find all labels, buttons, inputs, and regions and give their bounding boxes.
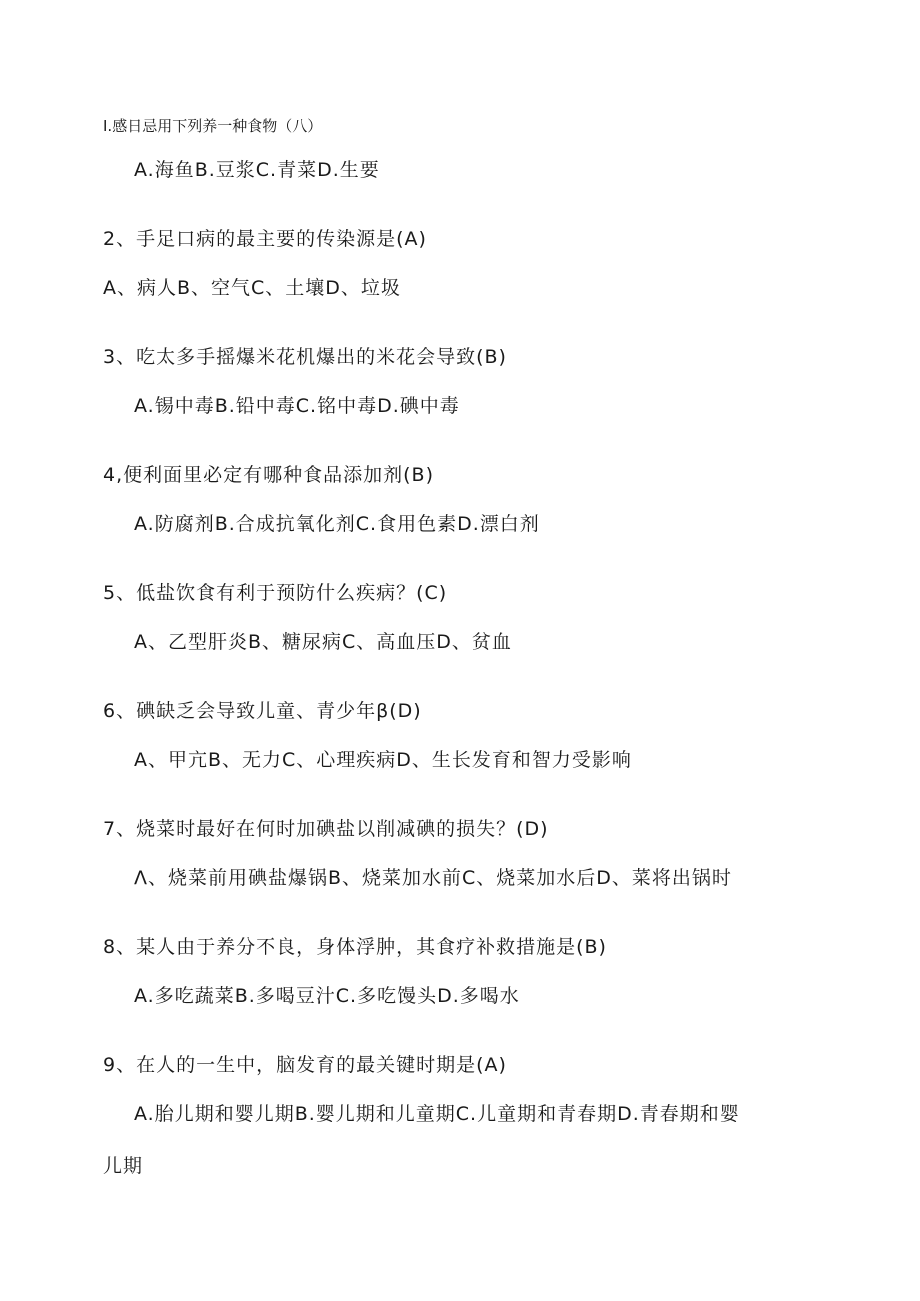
question-9-options-continued: 儿期	[103, 1155, 144, 1177]
question-6-options: A、甲亢B、无力C、心理疾病D、生长发育和智力受影响	[134, 749, 632, 771]
question-7-stem: 7、烧菜时最好在何时加碘盐以削减碘的损失？(D)	[103, 818, 549, 840]
question-8-stem: 8、某人由于养分不良，身体浮肿，其食疗补救措施是(B)	[103, 936, 607, 958]
question-1-stem: I.感日忌用下列养一种食物（八）	[103, 117, 323, 135]
question-6-stem: 6、碘缺乏会导致儿童、青少年β(D)	[103, 700, 422, 722]
question-3-stem: 3、吃太多手摇爆米花机爆出的米花会导致(B)	[103, 346, 507, 368]
question-2-options: A、病人B、空气C、土壤D、垃圾	[103, 277, 401, 299]
question-2-stem: 2、手足口病的最主要的传染源是(A)	[103, 228, 427, 250]
question-5-options: A、乙型肝炎B、糖尿病C、高血压D、贫血	[134, 631, 512, 653]
question-9-stem: 9、在人的一生中，脑发育的最关键时期是(A)	[103, 1054, 507, 1076]
question-1-options: A.海鱼B.豆浆C.青菜D.生要	[134, 159, 380, 181]
question-4-stem: 4,便利面里必定有哪种食品添加剂(B)	[103, 464, 434, 486]
question-8-options: A.多吃蔬菜B.多喝豆汁C.多吃馒头D.多喝水	[134, 985, 520, 1007]
question-7-options: Λ、烧菜前用碘盐爆锅B、烧菜加水前C、烧菜加水后D、菜将出锅时	[134, 867, 732, 889]
question-4-options: A.防腐剂B.合成抗氧化剂C.食用色素D.漂白剂	[134, 513, 540, 535]
question-9-options: A.胎儿期和婴儿期B.婴儿期和儿童期C.儿童期和青春期D.青春期和婴	[134, 1103, 740, 1125]
question-3-options: A.锡中毒B.铅中毒C.铭中毒D.碘中毒	[134, 395, 460, 417]
question-5-stem: 5、低盐饮食有利于预防什么疾病？(C)	[103, 582, 448, 604]
